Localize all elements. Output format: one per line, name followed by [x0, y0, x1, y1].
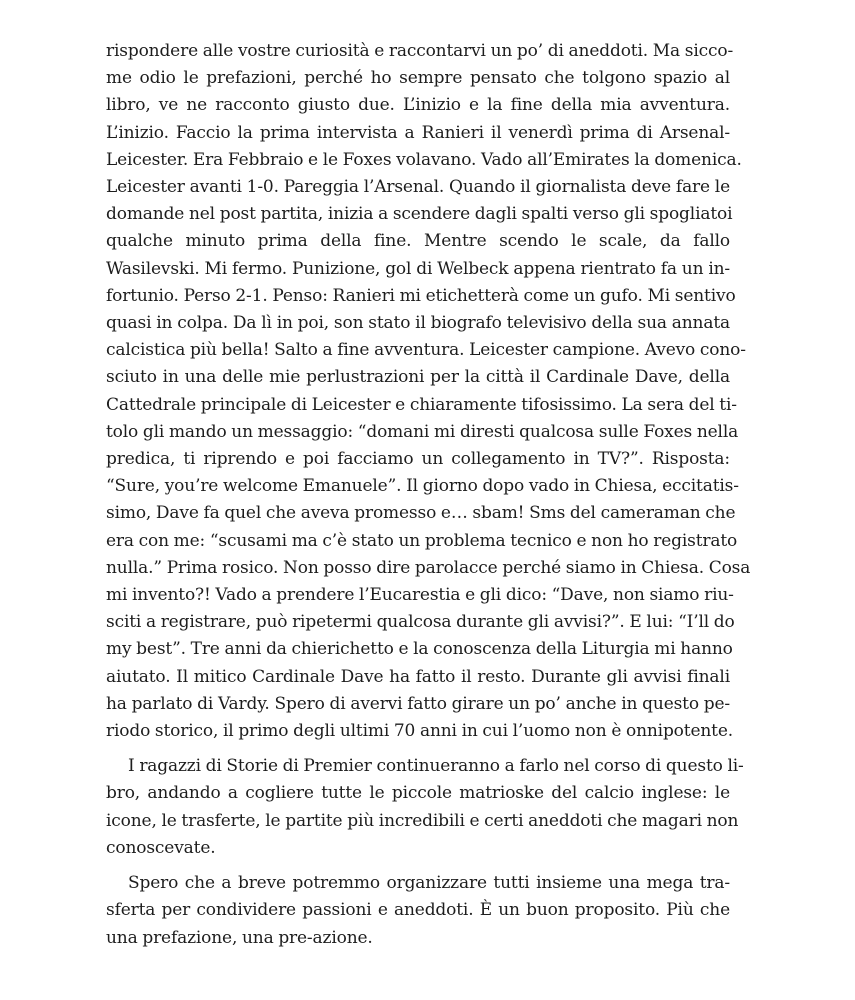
- text-line: calcistica più bella! Salto a fine avventura. Leicester campione. Avevo cono-: [106, 340, 746, 361]
- text-line: icone, le trasferte, le partite più incredibili e certi aneddoti che magari non: [106, 810, 739, 831]
- text-line: Wasilevski. Mi fermo. Punizione, gol di Welbeck appena rientrato fa un in-: [106, 258, 730, 279]
- text-line: my best”. Tre anni da chierichetto e la conoscenza della Liturgia mi hanno: [106, 639, 733, 660]
- text-line: conoscevate.: [106, 837, 216, 858]
- text-line: qualche minuto prima della fine. Mentre scendo le scale, da fallo: [106, 231, 730, 252]
- text-line: era con me: “scusami ma c’è stato un problema tecnico e non ho registrato: [106, 530, 738, 551]
- text-line: tolo gli mando un messaggio: “domani mi diresti qualcosa sulle Foxes nella: [106, 421, 739, 442]
- text-line: una prefazione, una pre-azione.: [106, 927, 373, 948]
- text-line: me odio le prefazioni, perché ho sempre pensato che tolgono spazio al: [106, 68, 730, 89]
- text-line: Cattedrale principale di Leicester e chiaramente tifosissimo. La sera del ti-: [106, 394, 737, 415]
- text-line: quasi in colpa. Da lì in poi, son stato il biografo televisivo della sua annata: [106, 313, 730, 334]
- text-line: I ragazzi di Storie di Premier continueranno a farlo nel corso di questo li-: [128, 756, 744, 777]
- text-line: sferta per condividere passioni e aneddoti. È un buon proposito. Più che: [106, 900, 730, 921]
- paragraph-3: [106, 870, 730, 952]
- text-line: Leicester avanti 1-0. Pareggia l’Arsenal. Quando il giornalista deve fare le: [106, 177, 730, 198]
- text-line: bro, andando a cogliere tutte le piccole matrioske del calcio inglese: le: [106, 783, 730, 804]
- text-line: rispondere alle vostre curiosità e raccontarvi un po’ di aneddoti. Ma sicco-: [106, 41, 734, 61]
- text-line: mi invento?! Vado a prendere l’Eucarestia e gli dico: “Dave, non siamo riu-: [106, 585, 734, 606]
- text-line: libro, ve ne racconto giusto due. L’inizio e la fine della mia avventura.: [106, 95, 730, 116]
- text-line: nulla.” Prima rosico. Non posso dire parolacce perché siamo in Chiesa. Cosa: [106, 557, 751, 578]
- text-line: ha parlato di Vardy. Spero di avervi fatto girare un po’ anche in questo pe-: [106, 693, 730, 714]
- text-line: riodo storico, il primo degli ultimi 70 anni in cui l’uomo non è onnipotente.: [106, 721, 734, 742]
- text-line: “Sure, you’re welcome Emanuele”. Il giorno dopo vado in Chiesa, eccitatis-: [106, 476, 739, 497]
- paragraph-2: [106, 753, 744, 862]
- text-line: domande nel post partita, inizia a scendere dagli spalti verso gli spogliatoi: [106, 204, 733, 225]
- text-line: L’inizio. Faccio la prima intervista a Ranieri il venerdì prima di Arsenal-: [106, 122, 730, 143]
- book-page: [106, 38, 751, 960]
- paragraph-1: [106, 38, 751, 745]
- text-line: aiutato. Il mitico Cardinale Dave ha fatto il resto. Durante gli avvisi finali: [106, 666, 730, 687]
- text-line: simo, Dave fa quel che aveva promesso e… sbam! Sms del cameraman che: [106, 503, 736, 524]
- text-line: sciti a registrare, può ripetermi qualcosa durante gli avvisi?”. E lui: “I’ll do: [106, 612, 735, 633]
- text-line: Leicester. Era Febbraio e le Foxes volavano. Vado all’Emirates la domenica.: [106, 149, 742, 170]
- text-line: Spero che a breve potremmo organizzare tutti insieme una mega tra-: [128, 873, 730, 894]
- text-line: fortunio. Perso 2-1. Penso: Ranieri mi etichetterà come un gufo. Mi sentivo: [106, 285, 736, 306]
- text-line: sciuto in una delle mie perlustrazioni per la città il Cardinale Dave, della: [106, 367, 730, 388]
- text-line: predica, ti riprendo e poi facciamo un collegamento in TV?”. Risposta:: [106, 449, 730, 470]
